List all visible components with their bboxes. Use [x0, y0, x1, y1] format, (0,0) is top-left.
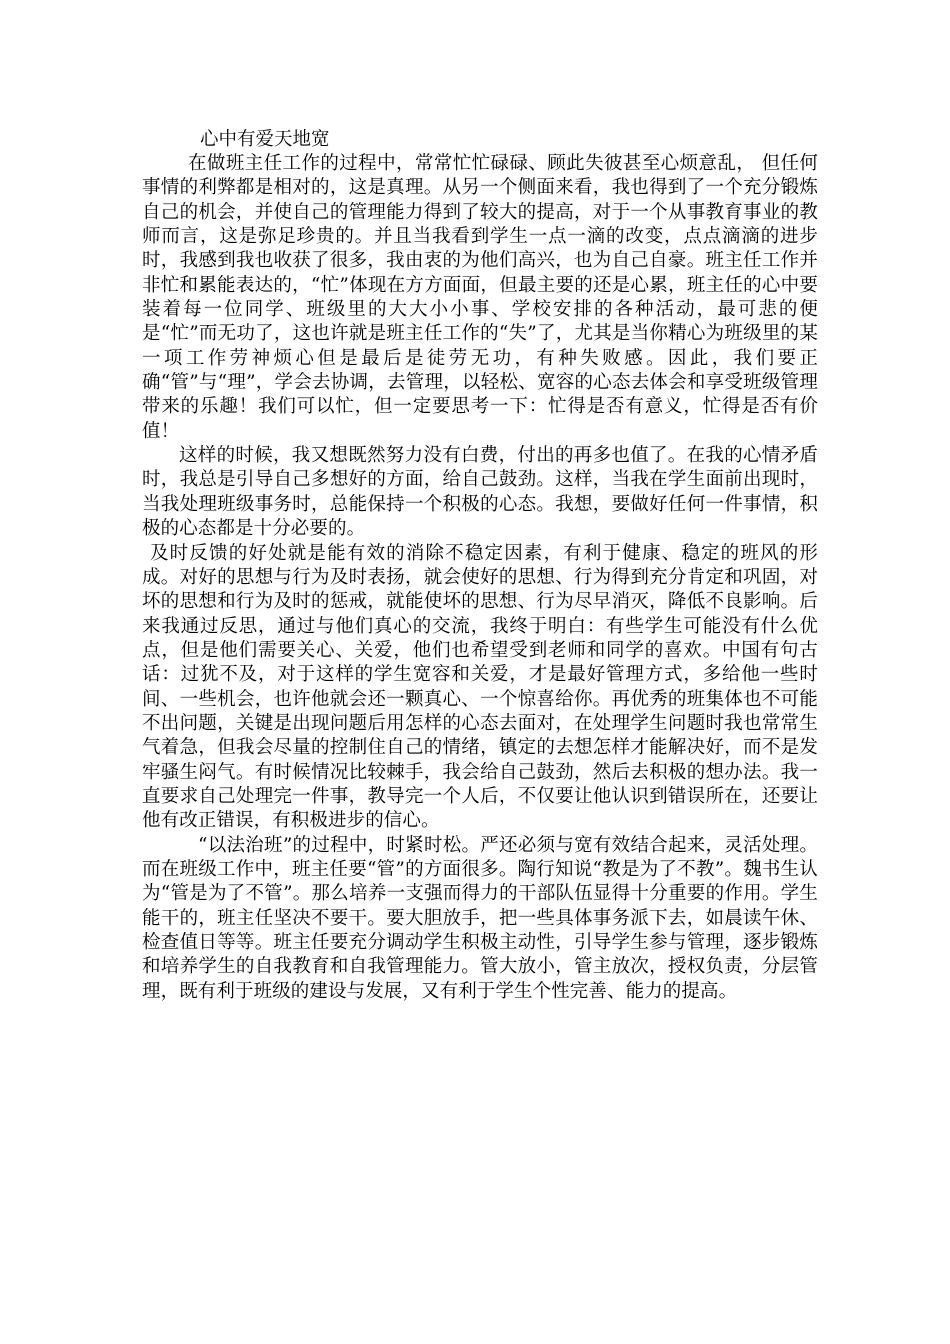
paragraph-4: “以法治班”的过程中，时紧时松。严还必须与宽有效结合起来，灵活处理。而在班级工作中，班主任要“管”的方面很多。陶行知说“教是为了不教”。魏书生认为“管是为了不管”。那么培养一支强而得力的干部队伍显得十分重要的作用。学生能干的，班主任坚决不要干。要大胆放手，把一些具体事务派下去，如晨读午休、检查值日等等。班主任要充分调动学生积极主动性，引导学生参与管理，逐步锻炼和培养学生的自我教育和自我管理能力。管大放小，管主放次，授权负责，分层管理，既有利于班级的建设与发展，又有利于学生个性完善、能力的提高。: [142, 834, 818, 1002]
paragraph-3: 及时反馈的好处就是能有效的消除不稳定因素，有利于健康、稳定的班风的形成。对好的思想与行为及时表扬，就会使好的思想、行为得到充分肯定和巩固，对坏的思想和行为及时的惩戒，就能使坏的思想、行为尽早消灭，降低不良影响。后来我通过反思，通过与他们真心的交流，我终于明白：有些学生可能没有什么优点，但是他们需要关心、关爱，他们也希望受到老师和同学的喜欢。中国有句古话：过犹不及，对于这样的学生宽容和关爱，才是最好管理方式，多给他一些时间、一些机会，也许他就会还一颗真心、一个惊喜给你。再优秀的班集体也不可能不出问题，关键是出现问题后用怎样的心态去面对，在处理学生问题时我也常常生气着急，但我会尽量的控制住自己的情绪，镇定的去想怎样才能解决好，而不是发牢骚生闷气。有时候情况比较棘手，我会给自己鼓劲，然后去积极的想办法。我一直要求自己处理完一件事，教导完一个人后，不仅要让他认识到错误所在，还要让他有改正错误，有积极进步的信心。: [142, 542, 818, 832]
document-page: [142, 128, 818, 1004]
paragraph-1: 在做班主任工作的过程中，常常忙忙碌碌、顾此失彼甚至心烦意乱， 但任何事情的利弊都是相对的，这是真理。从另一个侧面来看，我也得到了一个充分锻炼自己的机会，并使自己的管理能力得到了较大的提高，对于一个从事教育事业的教师而言，这是弥足珍贵的。并且当我看到学生一点一滴的改变，点点滴滴的进步时，我感到我也收获了很多，我由衷的为他们高兴，也为自己自豪。班主任工作并非忙和累能表达的，“忙”体现在方方面面，但最主要的还是心累，班主任的心中要装着每一位同学、班级里的大大小小事、学校安排的各种活动，最可悲的便是“忙”而无功了，这也许就是班主任工作的“失”了，尤其是当你精心为班级里的某一项工作劳神烦心但是最后是徒劳无功，有种失败感。因此，我们要正确“管”与“理”，学会去协调，去管理，以轻松、宽容的心态去体会和享受班级管理带来的乐趣！我们可以忙，但一定要思考一下：忙得是否有意义，忙得是否有价值！: [142, 153, 818, 442]
paragraph-2: 这样的时候，我又想既然努力没有白费，付出的再多也值了。在我的心情矛盾时，我总是引导自己多想好的方面，给自己鼓劲。这样，当我在学生面前出现时，当我处理班级事务时，总能保持一个积极的心态。我想，要做好任何一件事情，积极的心态都是十分必要的。: [142, 445, 818, 540]
document-title: 心中有爱天地宽: [200, 129, 330, 150]
